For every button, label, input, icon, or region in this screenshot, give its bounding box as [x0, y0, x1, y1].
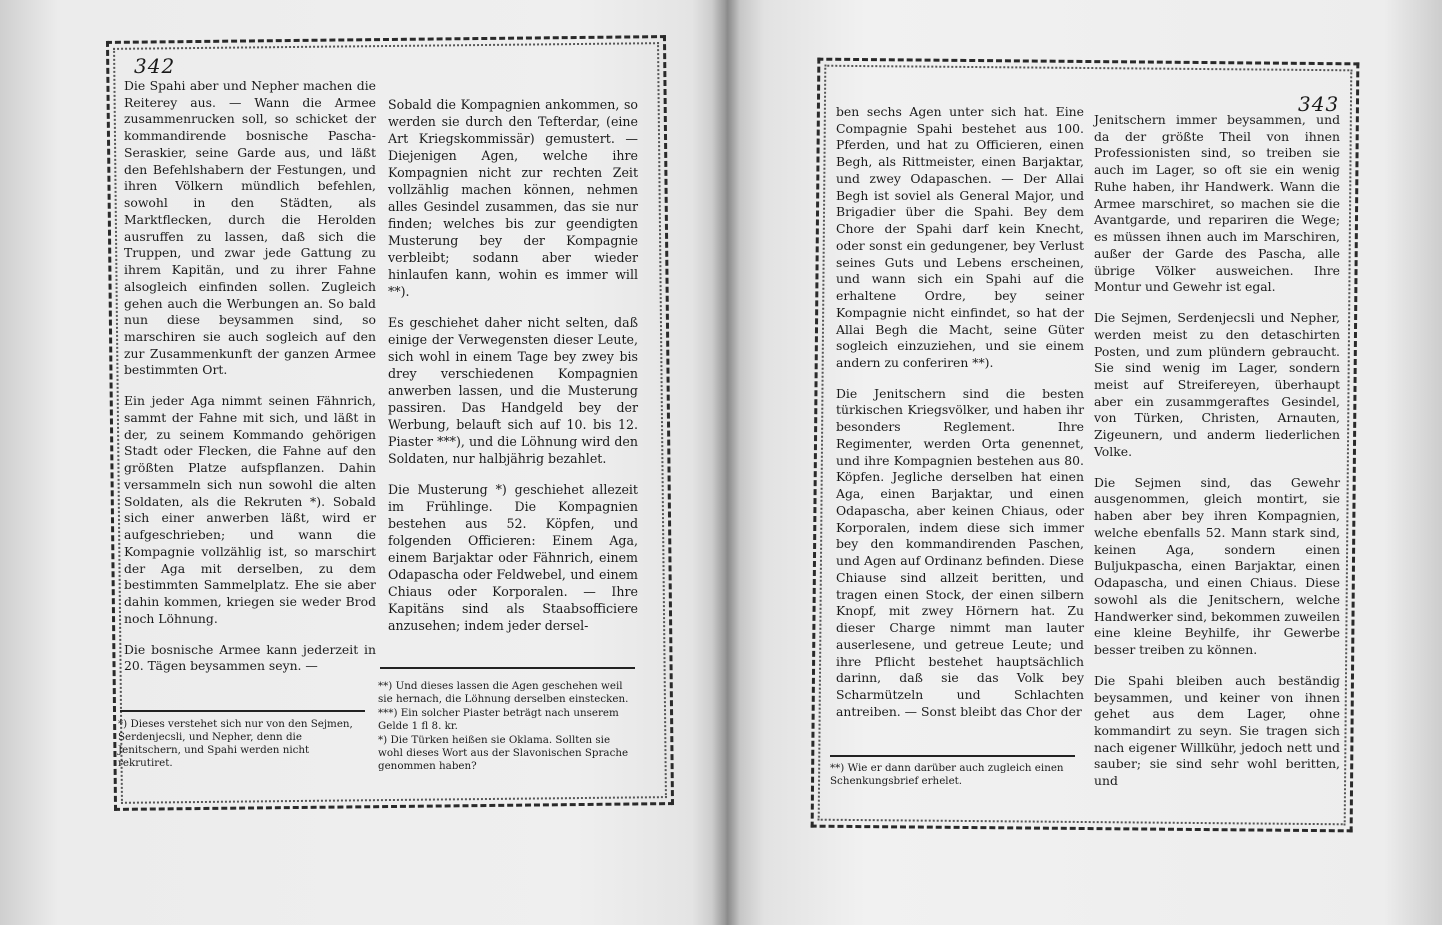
- footnote: *) Dieses verstehet sich nur von den Sejmen, Serdenjecsli, und Nepher, denn die Jenitschern, und Spahi werden nicht rekrutiret.: [118, 718, 353, 769]
- left-page-column-2: [388, 96, 638, 648]
- right-page-column-1: [836, 104, 1084, 734]
- footnote-rule: [120, 710, 365, 712]
- left-page-col2-footnotes: [378, 680, 630, 774]
- left-page-col1-footnotes: [118, 718, 366, 771]
- right-page-number: 343: [1298, 92, 1340, 116]
- paragraph: Es geschiehet daher nicht selten, daß einige der Verwegensten dieser Leute, sich wohl in einem Tage bey zwey bis drey verschiedenen Kompagnien anwerben lassen, und die Musterung passiren. Das Handgeld bey der Werbung, belauft sich auf 10. bis 12. Piaster ***), und die Löhnung wird den Soldaten, nur halbjährig bezahlet.: [388, 315, 638, 467]
- book-gutter: [712, 0, 740, 925]
- footnote-rule: [830, 755, 1075, 757]
- paragraph: Die Spahi aber und Nepher machen die Reiterey aus. — Wann die Armee zusammenrucken soll, so schicket der kommandirende bosnische Pascha-Seraskier, seine Garde aus, und läßt den Befehlshabern der Festungen, und ihren Völkern mündlich befehlen, sowohl in den Städten, als Marktflecken, durch die Herolden ausruffen zu lassen, daß sich die Truppen, und zwar jede Gattung zu ihrem Kapitän, und zu ihrer Fahne alsogleich einfinden sollen. Zugleich gehen auch die Werbungen an. So bald nun diese beysammen sind, so marschiren sie auch sogleich auf den zur Zusammenkunft der ganzen Armee bestimmten Ort.: [124, 78, 376, 378]
- right-page-column-2: [1094, 112, 1340, 804]
- paragraph: Ein jeder Aga nimmt seinen Fähnrich, sammt der Fahne mit sich, und läßt in der, zu seinem Kommando gehörigen Stadt oder Flecken, die Fahne auf den größten Platze aufspflanzen. Dahin versammeln sich nun sowohl die alten Soldaten, als die Rekruten *). Sobald sich einer anwerben läßt, wird er aufgeschrieben; und wann die Kompagnie vollzählig ist, so marschirt der Aga mit derselben, zu dem bestimmten Sammelplatz. Ehe sie aber dahin kommen, kriegen sie weder Brod noch Löhnung.: [124, 393, 376, 626]
- right-page-col1-footnotes: [830, 762, 1075, 789]
- footnote: *) Die Türken heißen sie Oklama. Sollten sie wohl dieses Wort aus der Slavonischen Sprache genommen haben?: [378, 734, 629, 772]
- footnote-rule: [380, 667, 635, 669]
- left-page-number: 342: [134, 54, 176, 78]
- paragraph: Die bosnische Armee kann jederzeit in 20. Tägen beysammen seyn. —: [124, 641, 376, 674]
- paragraph: Die Musterung *) geschiehet allezeit im Frühlinge. Die Kompagnien bestehen aus 52. Köpfen, und folgenden Officieren: Einem Aga, einem Barjaktar oder Fähnrich, einem Odapascha oder Feldwebel, und einem Chiaus oder Korporalen. — Ihre Kapitäns sind als Staabsofficiere anzusehen; indem jeder dersel-: [388, 482, 638, 634]
- paragraph: Die Sejmen sind, das Gewehr ausgenommen, gleich montirt, sie haben aber bey ihren Kompagnien, welche ebenfalls 52. Mann stark sind, keinen Aga, sondern einen Buljukpascha, einen Barjaktar, einen Odapascha, und einen Chiaus. Diese sowohl als die Jenitschern, welche Handwerker sind, bekommen zuweilen eine kleine Beyhilfe, ihr Gewerbe besser treiben zu können.: [1094, 474, 1340, 658]
- paragraph: Die Jenitschern sind die besten türkischen Kriegsvölker, und haben ihr besonders Reglement. Ihre Regimenter, werden Orta genennet, und ihre Kompagnien bestehen aus 80. Köpfen. Jegliche derselben hat einen Aga, einen Barjaktar, und einen Odapascha, aber keinen Chiaus, oder Korporalen, indem diese sich immer bey den kommandirenden Paschen, und Agen auf Ordinanz befinden. Diese Chiause sind allzeit beritten, und tragen einen Stock, der einen silbern Knopf, mit zwey Hörnern hat. Zu dieser Charge nimmt man lauter auserlesene, und getreue Leute; und ihre Pflicht bestehet hauptsächlich darinn, daß sie das Volk bey Scharmützeln und Schlachten antreiben. — Sonst bleibt das Chor der: [836, 385, 1084, 719]
- paragraph: Sobald die Kompagnien ankommen, so werden sie durch den Tefterdar, (eine Art Kriegskommissär) gemustert. — Diejenigen Agen, welche ihre Kompagnien nicht zur rechten Zeit vollzählig machen können, nehmen alles Gesindel zusammen, das sie nur finden; welches bis zur geendigten Musterung bey der Kompagnie verbleibt; sodann aber wieder hinlaufen kann, wohin es immer will **).: [388, 97, 638, 300]
- paragraph: Die Spahi bleiben auch beständig beysammen, und keiner von ihnen gehet aus dem Lager, ohne kommandirt zu seyn. Sie tragen sich nach eigener Willkühr, jedoch nett und sauber; sie sind sehr wohl beritten, und: [1094, 672, 1340, 789]
- footnote: **) Und dieses lassen die Agen geschehen weil sie hernach, die Löhnung derselben einstecken.: [378, 680, 629, 705]
- paragraph: ben sechs Agen unter sich hat. Eine Compagnie Spahi bestehet aus 100. Pferden, und hat zu Officieren, einen Begh, als Rittmeister, einen Barjaktar, und zwey Odapaschen. — Der Allai Begh ist soviel als General Major, und Brigadier über die Spahi. Bey dem Chore der Spahi darf kein Knecht, oder sonst ein gedungener, bey Verlust seines Guts und Lebens erscheinen, und wann sich ein Spahi auf die erhaltene Ordre, bey seiner Kompagnie nicht einfindet, so hat der Allai Begh die Macht, seine Güter sogleich einzuziehen, und sie einem andern zu conferiren **).: [836, 104, 1084, 371]
- footnote: ***) Ein solcher Piaster beträgt nach unserem Gelde 1 fl 8. kr.: [378, 707, 619, 732]
- paragraph: Die Sejmen, Serdenjecsli und Nepher, werden meist zu den detaschirten Posten, und zum plündern gebraucht. Sie sind wenig im Lager, sondern meist auf Streifereyen, überhaupt aber ein zusammgeraftes Gesindel, von Türken, Christen, Arnauten, Zigeunern, und anderm liederlichen Volke.: [1094, 310, 1340, 459]
- left-page-column-1: [124, 78, 376, 689]
- footnote: **) Wie er dann darüber auch zugleich einen Schenkungsbrief erhelet.: [830, 762, 1064, 787]
- paragraph: Jenitschern immer beysammen, und da der größte Theil von ihnen Professionisten sind, so treiben sie auch im Lager, so oft sie ein wenig Ruhe haben, ihr Handwerk. Wann die Armee marschiret, so machen sie die Avantgarde, und repariren die Wege; es müssen ihnen auch im Marschiren, außer der Garde des Pascha, alle übrige Völker ausweichen. Ihre Montur und Gewehr ist egal.: [1094, 112, 1340, 295]
